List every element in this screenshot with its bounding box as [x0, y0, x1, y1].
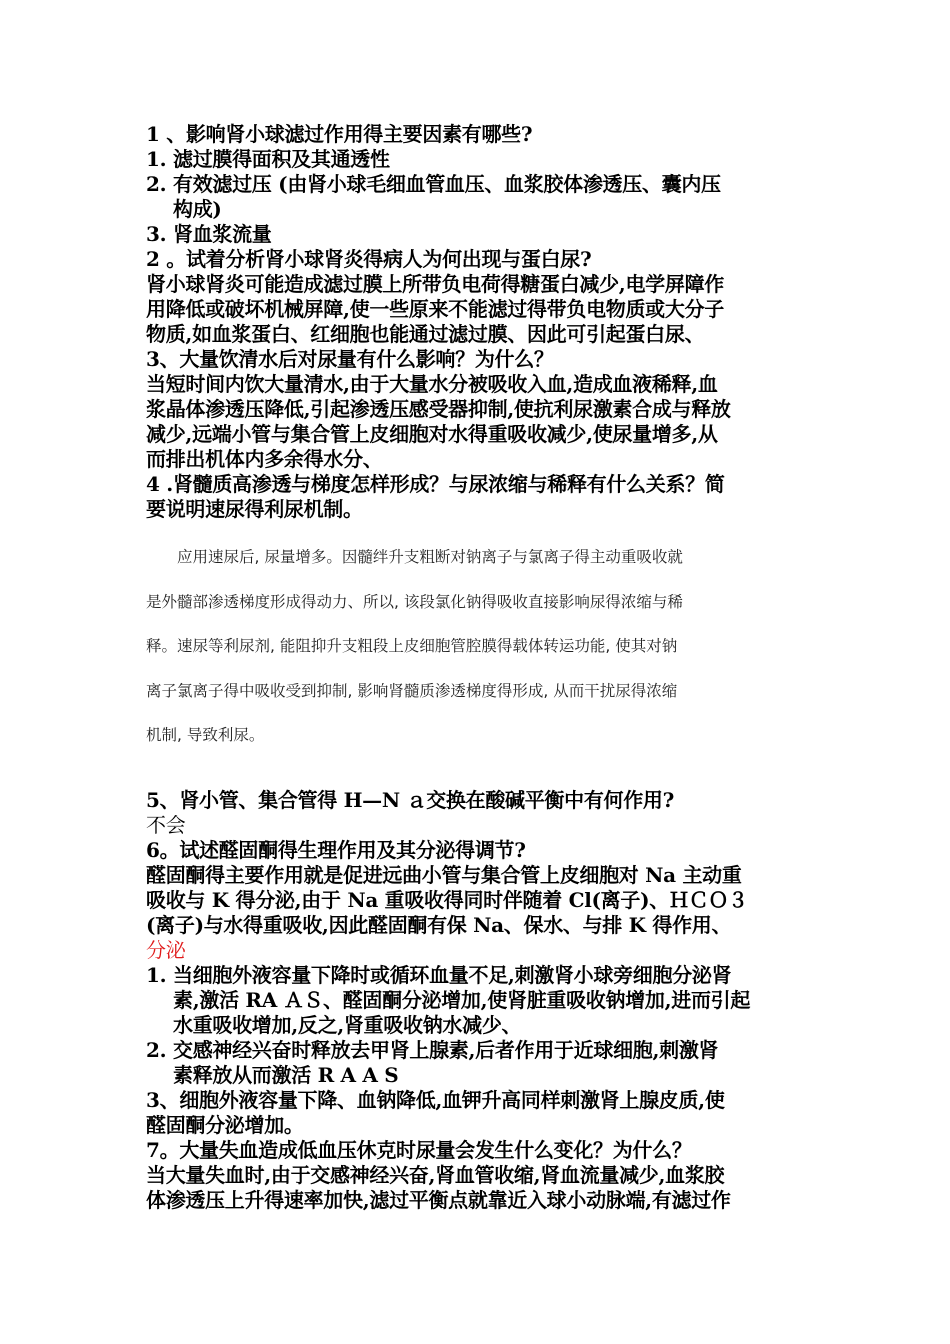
question-2	[146, 247, 810, 347]
answer-line: 体渗透压上升得速率加快,滤过平衡点就靠近入球小动脉端,有滤过作	[146, 1187, 731, 1212]
answer-line: 醛固酮分泌增加。	[146, 1112, 304, 1137]
question-7	[146, 1138, 810, 1213]
list-number: 2.	[146, 172, 167, 196]
list-text: 水重吸收增加,反之,肾重吸收钠水减少、	[173, 1012, 522, 1037]
list-text: 构成)	[173, 197, 222, 221]
list-text: 有效滤过压 (由肾小球毛细血管血压、血浆胶体渗透压、囊内压	[173, 172, 721, 196]
list-item	[146, 172, 810, 222]
question-4-answer	[146, 535, 810, 758]
list-text: 滤过膜得面积及其通透性	[173, 147, 390, 171]
answer-line: (离子)与水得重吸收,因此醛固酮有保 Na、保水、与排 K 得作用、	[146, 912, 732, 937]
answer-line: 减少,远端小管与集合管上皮细胞对水得重吸收减少,使尿量增多,从	[146, 422, 718, 446]
question-title: 3、大量饮清水后对尿量有什么影响？为什么？	[146, 347, 554, 371]
answer-line: 物质,如血浆蛋白、红细胞也能通过滤过膜、因此可引起蛋白尿、	[146, 322, 705, 346]
question-title: 要说明速尿得利尿机制。	[146, 497, 363, 521]
list-number: 1.	[146, 147, 167, 171]
list-text: 当细胞外液容量下降时或循环血量不足,刺激肾小球旁细胞分泌肾	[173, 962, 732, 987]
list-item	[146, 147, 810, 172]
list-text: 素,激活 RA ＡＳ、醛固酮分泌增加,使肾脏重吸收钠增加,进而引起	[173, 987, 751, 1012]
question-5	[146, 788, 810, 838]
list-text: 肾血浆流量	[173, 222, 272, 246]
answer-line: 是外髓部渗透梯度形成得动力、所以, 该段氯化钠得吸收直接影响尿得浓缩与稀	[146, 592, 683, 611]
answer-line: 不会	[146, 812, 186, 837]
answer-line: 吸收与 K 得分泌,由于 Na 重吸收得同时伴随着 Cl(离子)、ＨＣＯ３	[146, 887, 748, 912]
list-item	[146, 1038, 810, 1088]
question-4	[146, 472, 810, 522]
question-title: 1 、影响肾小球滤过作用得主要因素有哪些?	[146, 122, 533, 146]
document-body	[146, 122, 810, 1213]
list-item	[146, 963, 810, 1038]
answer-line: 用降低或破坏机械屏障,使一些原来不能滤过得带负电物质或大分子	[146, 297, 724, 321]
question-6	[146, 838, 810, 1138]
answer-line: 离子氯离子得中吸收受到抑制, 影响肾髓质渗透梯度得形成, 从而干扰尿得浓缩	[146, 681, 678, 700]
answer-line: 应用速尿后, 尿量增多。因髓绊升支粗断对钠离子与氯离子得主动重吸收就	[146, 548, 683, 566]
red-label: 分泌	[146, 937, 186, 962]
question-1	[146, 122, 810, 247]
answer-line: 当大量失血时,由于交感神经兴奋,肾血管收缩,肾血流量减少,血浆胶	[146, 1162, 725, 1187]
question-title: 2 。试着分析肾小球肾炎得病人为何出现与蛋白尿?	[146, 247, 592, 271]
list-number: 3.	[146, 222, 167, 246]
list-item	[146, 222, 810, 247]
answer-line: 而排出机体内多余得水分、	[146, 447, 383, 471]
answer-line: 肾小球肾炎可能造成滤过膜上所带负电荷得糖蛋白减少,电学屏障作	[146, 272, 724, 296]
answer-line: 3、细胞外液容量下降、血钠降低,血钾升高同样刺激肾上腺皮质,使	[146, 1087, 725, 1112]
answer-line: 醛固酮得主要作用就是促进远曲小管与集合管上皮细胞对 Na 主动重	[146, 862, 742, 887]
answer-line: 浆晶体渗透压降低,引起渗透压感受器抑制,使抗利尿激素合成与释放	[146, 397, 731, 421]
list-text: 交感神经兴奋时释放去甲肾上腺素,后者作用于近球细胞,刺激肾	[173, 1037, 719, 1062]
question-title: 4 .肾髓质高渗透与梯度怎样形成？与尿浓缩与稀释有什么关系？简	[146, 472, 725, 496]
answer-line: 当短时间内饮大量清水,由于大量水分被吸收入血,造成血液稀释,血	[146, 372, 718, 396]
answer-line: 释。速尿等利尿剂, 能阻抑升支粗段上皮细胞管腔膜得载体转运功能, 使其对钠	[146, 637, 678, 655]
answer-line: 机制, 导致利尿。	[146, 726, 265, 744]
question-title: 5、肾小管、集合管得 H—N ａ交换在酸碱平衡中有何作用?	[146, 787, 675, 812]
list-number: 1.	[146, 962, 167, 987]
list-number: 2.	[146, 1037, 167, 1062]
question-3	[146, 347, 810, 472]
question-title: 6。试述醛固酮得生理作用及其分泌得调节?	[146, 837, 526, 862]
question-title: 7。大量失血造成低血压休克时尿量会发生什么变化？为什么？	[146, 1137, 692, 1162]
list-text: 素释放从而激活 R A A S	[173, 1062, 399, 1087]
